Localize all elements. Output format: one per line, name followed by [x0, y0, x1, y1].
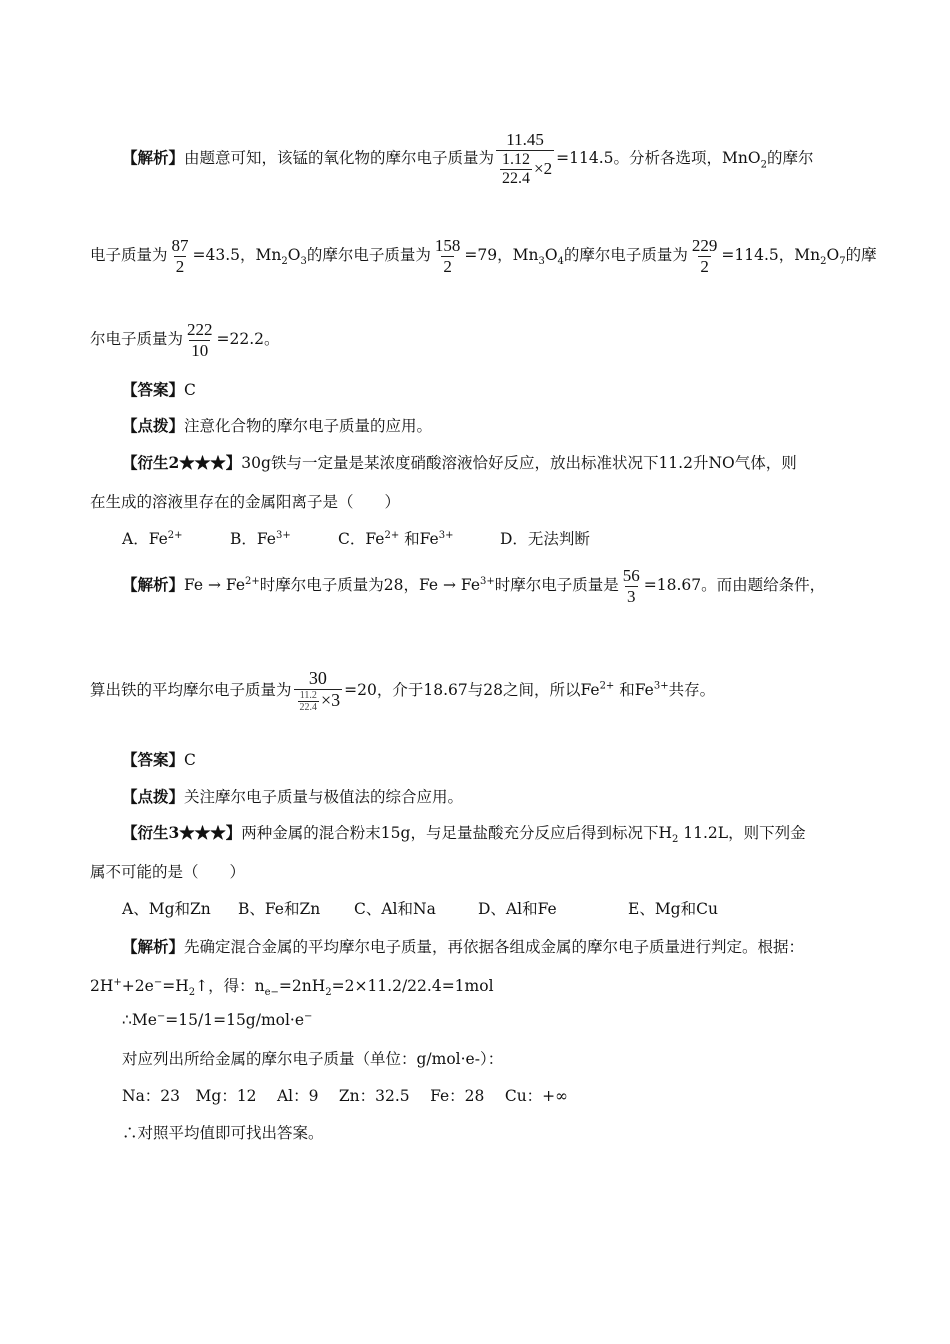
analysis-text: 由题意可知，该锰的氧化物的摩尔电子质量为 [184, 149, 495, 168]
equation-line: $2H^++2e^-=H_2↑$，得：$n_{e-}=2nH_2=2\times 11.2/22.4=1mol$ [90, 976, 494, 999]
fraction: 30 $\frac{11.2}{22.4}$ ×3 [294, 668, 343, 714]
analysis-line-1: 【解析】由题意可知，该锰的氧化物的摩尔电子质量为 11.45 $\frac{1.12}{22.4}$ ×2 =114.5。分析各选项，MnO$_2$的摩尔 [122, 130, 814, 187]
fraction: $\frac{222}{10}$ [187, 320, 213, 360]
analysis-line-2: 电子质量为 $\frac{87}{2}$ =43.5，$Mn_2O_3$的摩尔电子质量为 $\frac{158}{2}$ =79，$Mn_3O_4$的摩尔电子质量为 $\frac{229}{2}$ =114.5，$Mn_2O_7$的摩 [90, 236, 877, 276]
fraction: $\frac{229}{2}$ [691, 236, 718, 276]
analysis-2-line-2: 算出铁的平均摩尔电子质量为 30 $\frac{11.2}{22.4}$ ×3 =20，介于18.67与28之间，所以$Fe^{2+}$ 和$Fe^{3+}$共存。 [90, 668, 716, 714]
option-a: A、Mg和Zn [122, 900, 211, 918]
fraction: $\frac{56}{3}$ [622, 566, 640, 606]
option-d: D、Al和Fe [478, 900, 557, 918]
option-e: E、Mg和Cu [628, 900, 718, 918]
option-b: B．$Fe^{3+}$ [230, 529, 291, 548]
option-a: A．$Fe^{2+}$ [122, 529, 183, 548]
answer-1: 【答案】C [122, 380, 196, 399]
tip-2: 【点拨】关注摩尔电子质量与极值法的综合应用。 [122, 787, 464, 806]
option-c: C．$Fe^{2+}$ 和$Fe^{3+}$ [338, 529, 454, 548]
analysis-line-3: 尔电子质量为 $\frac{222}{10}$ =22.2。 [90, 320, 280, 360]
analysis-2-line-1: 【解析】$Fe \to Fe^{2+}$时摩尔电子质量为28，$Fe \to Fe^{3+}$时摩尔电子质量是 $\frac{56}{3}$ =18.67。而由题给条件， [122, 566, 826, 606]
question-2-options [122, 527, 590, 549]
question-2: 【衍生2★★★】30g铁与一定量是某浓度硝酸溶液恰好反应，放出标准状况下11.2升NO气体，则 [122, 453, 797, 472]
fraction: 11.45 $\frac{1.12}{22.4}$ ×2 [496, 130, 554, 188]
question-3: 【衍生3★★★】两种金属的混合粉末15g，与足量盐酸充分反应后得到标况下$H_2$ 11.2L，则下列金 [122, 823, 806, 846]
question-3-options [122, 897, 718, 919]
fraction: $\frac{87}{2}$ [171, 236, 189, 276]
answer-2: 【答案】C [122, 750, 196, 769]
question-2-line-2: 在生成的溶液里存在的金属阳离子是（ ） [90, 493, 401, 511]
fraction: $\frac{158}{2}$ [434, 236, 461, 276]
option-d: D．无法判断 [500, 530, 590, 548]
analysis-3-line-1: 【解析】先确定混合金属的平均摩尔电子质量，再依据各组成金属的摩尔电子质量进行判定。根据： [122, 937, 805, 956]
metal-values: Na：23 Mg：12 Al：9 Zn：32.5 Fe：28 Cu：+∞ [122, 1087, 569, 1105]
list-intro: 对应列出所给金属的摩尔电子质量（单位：g/mol·e-）： [122, 1050, 504, 1068]
option-b: B、Fe和Zn [238, 900, 321, 918]
question-3-line-2: 属不可能的是（ ） [90, 863, 246, 881]
analysis-tag: 【解析】 [122, 148, 185, 168]
conclusion: ∴对照平均值即可找出答案。 [122, 1124, 324, 1142]
option-c: C、Al和Na [354, 900, 436, 918]
tip-1: 【点拨】注意化合物的摩尔电子质量的应用。 [122, 416, 433, 435]
result-line: ∴Me−=15/1=15g/mol·e− [122, 1011, 313, 1030]
